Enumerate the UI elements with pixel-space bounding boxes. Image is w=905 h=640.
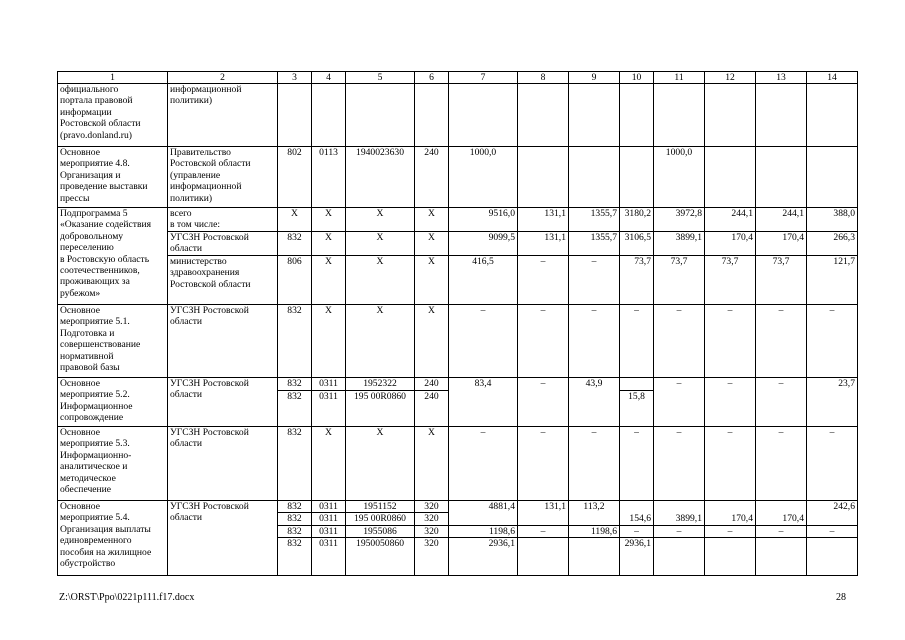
rzpr-cell: 0311	[312, 525, 346, 537]
total-cell: 9516,0	[449, 208, 518, 232]
year-value-cell: 121,7	[807, 256, 858, 305]
header-cell: 5	[346, 72, 415, 84]
header-cell: 2	[168, 72, 278, 84]
header-cell: 12	[705, 72, 756, 84]
total-cell: –	[449, 427, 518, 501]
event-name-cell: Основное мероприятие 5.3. Информационно- аналитическое и методическое обеспечение	[58, 427, 168, 501]
year-value-cell: 170,4	[756, 513, 807, 525]
header-cell: 9	[569, 72, 620, 84]
grbs-cell: 832	[278, 232, 312, 256]
year-value-cell: 1000,0	[654, 147, 705, 208]
event-name-cell: Основное мероприятие 5.4. Организация выплаты единовременного пособия на жилищное обустройство	[58, 501, 168, 576]
year-value-cell: 266,3	[807, 232, 858, 256]
csr-cell: 1940023630	[346, 147, 415, 208]
year-value-cell: –	[620, 427, 654, 501]
year-value-cell: –	[518, 427, 569, 501]
year-value-cell: –	[518, 525, 569, 537]
rzpr-cell: Х	[312, 256, 346, 305]
table-row	[58, 84, 858, 147]
rzpr-cell: 0311	[312, 378, 346, 391]
grbs-cell: 802	[278, 147, 312, 208]
year-value-cell: 131,1	[518, 208, 569, 232]
grbs-cell: 832	[278, 538, 312, 576]
csr-cell: Х	[346, 208, 415, 232]
executor-cell: УГСЗН Ростовской области	[168, 427, 278, 501]
year-value-cell: 3180,2	[620, 208, 654, 232]
header-cell: 6	[415, 72, 449, 84]
header-cell: 14	[807, 72, 858, 84]
table-row	[58, 501, 858, 513]
file-path-footer: Z:\ORST\Ppo\0221p111.f17.docx	[59, 592, 195, 603]
year-value-cell: 1355,7	[569, 208, 620, 232]
executor-cell: министерство здравоохранения Ростовской области	[168, 256, 278, 305]
grbs-cell: 832	[278, 391, 312, 427]
year-value-cell	[620, 147, 654, 208]
table-row	[58, 305, 858, 378]
header-cell: 4	[312, 72, 346, 84]
executor-cell: информационной политики)	[168, 84, 278, 147]
rzpr-cell: 0311	[312, 391, 346, 427]
grbs-cell: 832	[278, 378, 312, 391]
event-name-cell: Основное мероприятие 4.8. Организация и проведение выставки прессы	[58, 147, 168, 208]
rzpr-cell: 0311	[312, 513, 346, 525]
year-value-cell: 131,1	[518, 232, 569, 256]
year-value-cell	[569, 147, 620, 208]
year-value-cell: –	[807, 427, 858, 501]
year-value-cell: –	[756, 378, 807, 427]
rzpr-cell: 0113	[312, 147, 346, 208]
year-value-cell: 15,8	[620, 391, 654, 427]
executor-cell: УГСЗН Ростовской области	[168, 305, 278, 378]
year-value-cell: –	[807, 305, 858, 378]
year-value-cell: –	[654, 378, 705, 427]
year-value-cell: –	[569, 256, 620, 305]
year-value-cell: 388,0	[807, 208, 858, 232]
grbs-cell: 832	[278, 513, 312, 525]
executor-cell: УГСЗН Ростовской области	[168, 232, 278, 256]
rzpr-cell: 0311	[312, 501, 346, 513]
year-value-cell: –	[705, 305, 756, 378]
total-cell: 4881,4	[449, 501, 518, 526]
header-cell: 7	[449, 72, 518, 84]
year-value-cell: 3899,1	[654, 513, 705, 525]
rzpr-cell: Х	[312, 208, 346, 232]
table-row	[58, 208, 858, 232]
year-value-cell: 3972,8	[654, 208, 705, 232]
table-row	[58, 147, 858, 208]
year-value-cell: –	[620, 305, 654, 378]
csr-cell: 195 00R0860	[346, 513, 415, 525]
header-cell: 1	[58, 72, 168, 84]
vr-cell: 240	[415, 378, 449, 391]
vr-cell: 320	[415, 538, 449, 576]
header-row	[58, 72, 858, 84]
year-value-cell: –	[654, 427, 705, 501]
year-value-cell: 3106,5	[620, 232, 654, 256]
csr-cell: Х	[346, 232, 415, 256]
vr-cell: Х	[415, 208, 449, 232]
grbs-cell: 806	[278, 256, 312, 305]
event-name-cell: Основное мероприятие 5.1. Подготовка и совершенствование нормативной правовой базы	[58, 305, 168, 378]
header-cell: 10	[620, 72, 654, 84]
year-value-cell	[807, 147, 858, 208]
table-row	[58, 232, 858, 256]
csr-cell: 1951152	[346, 501, 415, 513]
year-value-cell: 73,7	[705, 256, 756, 305]
vr-cell: 240	[415, 391, 449, 427]
year-value-cell: 170,4	[705, 232, 756, 256]
year-value-cell: 170,4	[756, 232, 807, 256]
year-value-cell: –	[569, 305, 620, 378]
table-row	[58, 427, 858, 501]
year-value-cell: 23,7	[807, 378, 858, 427]
rzpr-cell: Х	[312, 232, 346, 256]
vr-cell: 320	[415, 501, 449, 513]
year-value-cell: 73,7	[756, 256, 807, 305]
total-cell: 1000,0	[449, 147, 518, 208]
year-value-cell: 170,4	[705, 513, 756, 525]
year-value-cell: 3899,1	[654, 232, 705, 256]
vr-cell: 320	[415, 513, 449, 525]
year-value-cell: –	[654, 305, 705, 378]
year-value-cell: 154,6	[620, 513, 654, 525]
year-value-cell: 2936,1	[620, 538, 654, 576]
vr-cell: Х	[415, 427, 449, 501]
year-value-cell: –	[518, 378, 569, 427]
year-value-cell: 1198,6	[569, 525, 620, 537]
year-value-cell: –	[654, 525, 705, 537]
year-value-cell: –	[620, 525, 654, 537]
grbs-cell: 832	[278, 427, 312, 501]
executor-cell: УГСЗН Ростовской области	[168, 501, 278, 576]
year-value-cell	[705, 147, 756, 208]
year-value-cell: –	[756, 427, 807, 501]
year-value-cell: –	[518, 256, 569, 305]
grbs-cell: 832	[278, 525, 312, 537]
executor-cell: Правительство Ростовской области (управление информационной политики)	[168, 147, 278, 208]
year-value-cell: –	[756, 305, 807, 378]
total-cell: 2936,1	[449, 538, 518, 576]
rzpr-cell: 0311	[312, 538, 346, 576]
grbs-cell: 832	[278, 501, 312, 513]
csr-cell: 1952322	[346, 378, 415, 391]
year-value-cell: –	[807, 525, 858, 537]
total-cell: 83,4	[449, 378, 518, 427]
header-cell: 3	[278, 72, 312, 84]
csr-cell: Х	[346, 256, 415, 305]
header-cell: 13	[756, 72, 807, 84]
grbs-cell: 832	[278, 305, 312, 378]
year-value-cell: 242,6	[807, 501, 858, 526]
table-row	[58, 256, 858, 305]
executor-cell: УГСЗН Ростовской области	[168, 378, 278, 427]
year-value-cell: 73,7	[654, 256, 705, 305]
csr-cell: 1950050860	[346, 538, 415, 576]
rzpr-cell: Х	[312, 427, 346, 501]
total-cell: –	[449, 305, 518, 378]
vr-cell: 320	[415, 525, 449, 537]
year-value-cell: –	[705, 525, 756, 537]
year-value-cell: 113,2	[569, 501, 620, 526]
total-cell: 9099,5	[449, 232, 518, 256]
total-cell: 416,5	[449, 256, 518, 305]
year-value-cell: 1355,7	[569, 232, 620, 256]
vr-cell: Х	[415, 305, 449, 378]
event-name-cell: официального портала правовой информации Ростовской области (pravo.donland.ru)	[58, 84, 168, 147]
year-value-cell: 244,1	[705, 208, 756, 232]
csr-cell: Х	[346, 427, 415, 501]
year-value-cell: 73,7	[620, 256, 654, 305]
subprogram-name-cell: Подпрограмма 5 «Оказание содействия добровольному переселению в Ростовскую область соотечественников, проживающих за рубежом»	[58, 208, 168, 305]
grbs-cell: Х	[278, 208, 312, 232]
table-row	[58, 378, 858, 391]
year-value-cell	[620, 378, 654, 391]
page-number: 28	[836, 592, 846, 603]
rzpr-cell: Х	[312, 305, 346, 378]
year-value-cell	[518, 147, 569, 208]
year-value-cell	[756, 147, 807, 208]
total-cell: 1198,6	[449, 525, 518, 537]
header-cell: 11	[654, 72, 705, 84]
vr-cell: 240	[415, 147, 449, 208]
year-value-cell: –	[756, 525, 807, 537]
budget-table	[57, 71, 858, 576]
vr-cell: Х	[415, 256, 449, 305]
csr-cell: 195 00R0860	[346, 391, 415, 427]
year-value-cell: –	[705, 427, 756, 501]
vr-cell: Х	[415, 232, 449, 256]
year-value-cell: 131,1	[518, 501, 569, 526]
header-cell: 8	[518, 72, 569, 84]
year-value-cell: 43,9	[569, 378, 620, 427]
year-value-cell: –	[518, 305, 569, 378]
csr-cell: 1955086	[346, 525, 415, 537]
executor-cell: всего в том числе:	[168, 208, 278, 232]
year-value-cell: –	[569, 427, 620, 501]
event-name-cell: Основное мероприятие 5.2. Информационное сопровождение	[58, 378, 168, 427]
csr-cell: Х	[346, 305, 415, 378]
year-value-cell: 244,1	[756, 208, 807, 232]
year-value-cell: –	[705, 378, 756, 427]
